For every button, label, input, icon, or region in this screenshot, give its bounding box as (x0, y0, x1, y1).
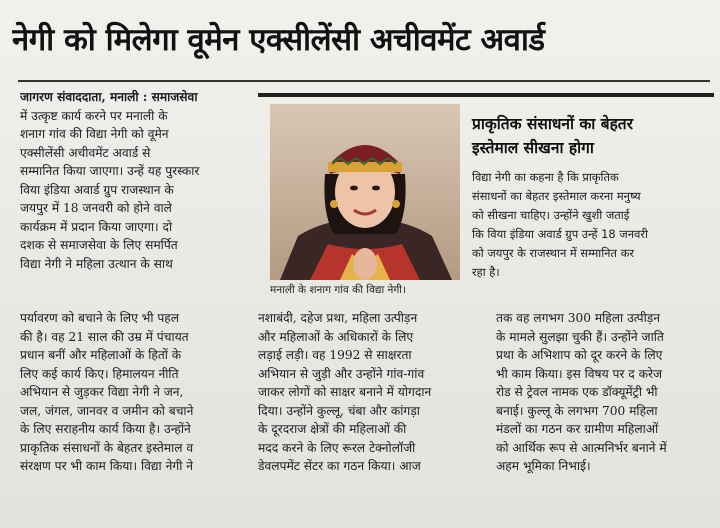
article-line: जयपुर में 18 जनवरी को होने वाले (20, 201, 172, 215)
article-line: लड़ाई लड़ी। वह 1992 से साक्षरता (258, 348, 412, 362)
photo-caption: मनाली के शनाग गांव की विद्या नेगी। (270, 284, 406, 296)
sidebar-line: रहा है। (472, 265, 500, 279)
article-line: दशक से समाजसेवा के लिए समर्पित (20, 238, 178, 252)
sidebar-box-heading (472, 112, 712, 160)
article-line: में उत्कृष्ट कार्य करने पर मनाली के (20, 108, 168, 123)
sidebar-line: संसाधनों का बेहतर इस्तेमाल करना मनुष्य (472, 189, 641, 203)
sidebar-line: को सीखना चाहिए। उन्होंने खुशी जताई (472, 208, 630, 222)
article-line: सम्मानित किया जाएगा। उन्हें यह पुरस्कार (20, 164, 200, 178)
article-column-right (496, 309, 716, 476)
headline-rule (18, 80, 710, 82)
article-line: और महिलाओं के अधिकारों के लिए (258, 329, 414, 344)
article-line: लिए कई कार्य किए। हिमालयन नीति (20, 366, 179, 381)
article-line: मंडलों का गठन कर ग्रामीण महिलाओं (496, 422, 659, 436)
article-line: एक्सीलेंसी अचीवमेंट अवार्ड से (20, 145, 151, 160)
article-line: के दूरदराज क्षेत्रों की महिलाओं की (258, 422, 407, 436)
article-line: प्रथा के अभिशाप को दूर करने के लिए (496, 348, 663, 362)
sidebar-box-body (472, 168, 714, 282)
sidebar-box-rule (258, 93, 714, 97)
article-line: मदद करने के लिए रूरल टेक्नोलॉजी (258, 440, 416, 455)
article-line: जल, जंगल, जानवर व जमीन को बचाने (20, 403, 194, 418)
article-line: दिया। उन्होंने कुल्लू, चंबा और कांगड़ा (258, 403, 420, 418)
article-line: तक वह लगभग 300 महिला उत्पीड़न (496, 311, 661, 325)
article-line: जागरण संवाददाता, मनाली : समाजसेवा (20, 90, 198, 104)
article-column-middle (258, 309, 488, 476)
article-line: विद्या नेगी ने महिला उत्थान के साथ (20, 256, 173, 271)
article-line: के मामले सुलझा चुकी हैं। उन्होंने जाति (496, 329, 664, 344)
portrait-illustration (270, 104, 460, 280)
article-line: नशाबंदी, दहेज प्रथा, महिला उत्पीड़न (258, 311, 418, 325)
article-line: अभियान से जुड़ी और उन्होंने गांव-गांव (258, 366, 425, 381)
article-line: कार्यक्रम में प्रदान किया जाएगा। दो (20, 219, 173, 234)
headline: नेगी को मिलेगा वूमेन एक्सीलेंसी अचीवमेंट अवार्ड (12, 22, 545, 58)
article-line: जाकर लोगों को साक्षर बनाने में योगदान (258, 385, 432, 399)
article-line: प्राकृतिक संसाधनों के बेहतर इस्तेमाल व (20, 440, 194, 455)
article-line: पर्यावरण को बचाने के लिए भी पहल (20, 311, 180, 325)
article-line: प्रधान बनीं और महिलाओं के हितों के (20, 348, 182, 362)
article-line: अभियान से जुड़कर विद्या नेगी ने जन, (20, 385, 184, 399)
article-line: रोड से ट्रेवल नामक एक डॉक्यूमेंट्री भी (496, 385, 658, 399)
portrait-photo (270, 104, 460, 280)
article-line: डेवलपमेंट सेंटर का गठन किया। आज (258, 459, 421, 473)
sidebar-line: विद्या नेगी का कहना है कि प्राकृतिक (472, 170, 619, 184)
article-line: शनाग गांव की विद्या नेगी को वूमेन (20, 127, 169, 141)
article-line: की है। वह 21 साल की उम्र में पंचायत (20, 329, 189, 344)
article-line: विया इंडिया अवार्ड ग्रुप राजस्थान के (20, 182, 174, 197)
article-line: को आर्थिक रूप से आत्मनिर्भर बनाने में (496, 440, 667, 455)
article-line: के लिए सराहनीय कार्य किया है। उन्होंने (20, 422, 191, 436)
sidebar-heading-line: प्राकृतिक संसाधनों का बेहतर (472, 115, 633, 133)
sidebar-heading-line: इस्तेमाल सीखना होगा (472, 139, 594, 157)
article-line: बनाई। कुल्लू के लगभग 700 महिला (496, 403, 658, 418)
article-line: भी काम किया। इस विषय पर द करेज (496, 366, 663, 381)
sidebar-line: को जयपुर के राजस्थान में सम्मानित कर (472, 246, 635, 260)
article-line: अहम भूमिका निभाई। (496, 459, 591, 473)
article-column-left-top (20, 88, 248, 273)
sidebar-line: कि विया इंडिया अवार्ड ग्रुप उन्हें 18 जनवरी (472, 227, 648, 241)
article-line: संरक्षण पर भी काम किया। विद्या नेगी ने (20, 459, 194, 473)
article-column-left-bottom (20, 309, 248, 476)
